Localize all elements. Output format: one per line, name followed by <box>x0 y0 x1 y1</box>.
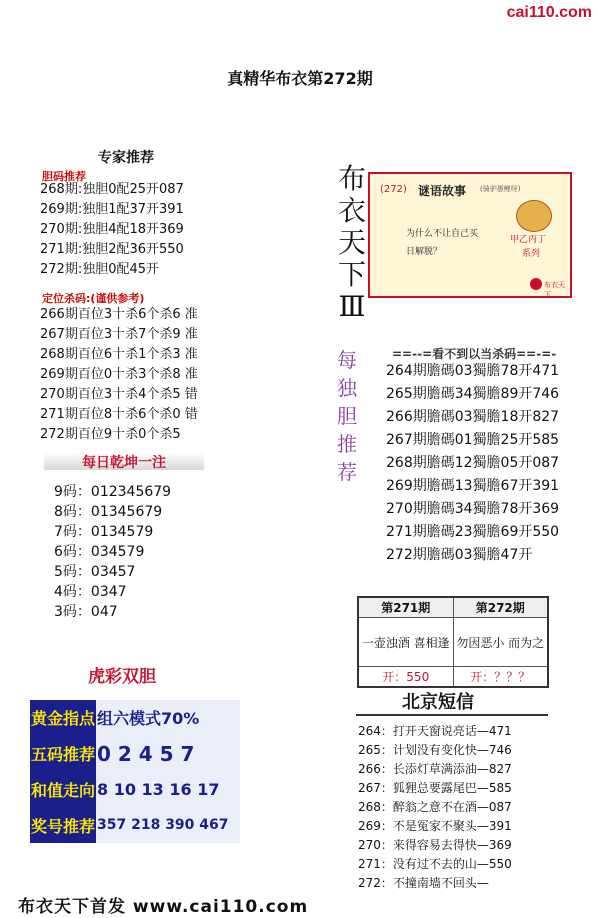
table-row <box>358 667 548 688</box>
list-item: 269期:独胆1配37开391 <box>40 202 184 217</box>
position-list <box>40 305 198 445</box>
list-item: 272期:独胆0配45开 <box>40 262 160 277</box>
glyph: 下 <box>337 258 366 291</box>
glyph: 天 <box>337 226 366 259</box>
list-item: 7码：0134579 <box>54 524 154 540</box>
huacai-table <box>30 700 240 843</box>
list-item: 264期膽碼03獨膽78开471 <box>386 363 560 379</box>
table-row <box>358 618 548 667</box>
meidu-list <box>386 360 559 567</box>
list-item: 271期膽碼23獨膽69开550 <box>386 524 560 540</box>
poster-subnote: (骑驴愚鲤呀) <box>480 185 521 193</box>
list-item: 266期百位3十杀6个杀6 准 <box>40 307 198 322</box>
list-item: 270期百位3十杀4个杀5 错 <box>40 387 198 402</box>
list-item: 268：醉翁之意不在酒—087 <box>358 800 512 814</box>
table-row <box>30 808 240 843</box>
list-item: 6码：034579 <box>54 544 145 560</box>
table-cell: 0 2 4 5 7 <box>96 735 240 772</box>
table-row <box>30 772 240 807</box>
table-header-cell: 第271期 <box>358 597 453 618</box>
table-header-cell: 第272期 <box>453 597 548 618</box>
table-row <box>30 700 240 735</box>
poster-heading: 谜语故事 <box>418 184 467 198</box>
list-item: 264：打开天窗说亮话—471 <box>358 724 512 738</box>
list-item: 265：计划没有变化快—746 <box>358 743 512 757</box>
list-item: 272：不撞南墙不回头— <box>358 876 489 890</box>
table-cell: 357 218 390 467 <box>96 808 240 843</box>
dudan-label: 胆码推荐 <box>42 170 86 183</box>
glyph: Ⅲ <box>338 290 366 323</box>
beijing-heading: 北京短信 <box>402 692 474 713</box>
glyph: 荐 <box>337 460 357 484</box>
table-cell: 和值走向 <box>30 772 96 807</box>
footer-text: 布衣天下首发 www.cai110.com <box>18 897 309 917</box>
list-item: 267期百位3十杀7个杀9 准 <box>40 327 198 342</box>
list-item: 4码：0347 <box>54 584 127 600</box>
table-cell: 开：550 <box>358 667 453 688</box>
glyph: 衣 <box>337 194 366 227</box>
list-item: 267：狐狸总要露尾巴—585 <box>358 781 512 795</box>
divider <box>356 714 548 716</box>
huacai-heading: 虎彩双胆 <box>88 667 156 687</box>
beijing-list <box>358 722 512 893</box>
daily-list <box>54 482 171 622</box>
list-item: 269期百位0十杀3个杀8 准 <box>40 367 198 382</box>
list-item: 266：长添灯草满添油—827 <box>358 762 512 776</box>
list-item: 270：来得容易去得快—369 <box>358 838 512 852</box>
seal-icon <box>530 278 542 290</box>
buyi-vertical-title <box>335 163 369 323</box>
list-item: 271：没有过不去的山—550 <box>358 857 512 871</box>
daily-heading: 每日乾坤一注 <box>82 455 166 471</box>
riddle-table <box>357 596 549 688</box>
table-cell: 8 10 13 16 17 <box>96 772 240 807</box>
list-item: 268期:独胆0配25开087 <box>40 182 184 197</box>
table-cell: 奖号推荐 <box>30 808 96 843</box>
list-item: 5码：03457 <box>54 564 136 580</box>
list-item: 268期百位6十杀1个杀3 准 <box>40 347 198 362</box>
poster-series-a: 甲乙丙丁 <box>510 235 547 245</box>
list-item: 3码：047 <box>54 604 118 620</box>
list-item: 267期膽碼01獨膽25开585 <box>386 432 560 448</box>
table-cell: 五码推荐 <box>30 735 96 772</box>
list-item: 271期百位8十杀6个杀0 错 <box>40 407 198 422</box>
glyph: 布 <box>337 162 366 195</box>
table-cell: 一壶浊酒 喜相逢 <box>358 618 453 667</box>
list-item: 270期膽碼34獨膽78开369 <box>386 501 560 517</box>
dudan-list <box>40 180 184 280</box>
meidu-vertical-title <box>334 346 360 486</box>
site-logo[interactable]: cai110.com <box>506 4 592 21</box>
poster-issue: (272) <box>380 184 407 195</box>
poster-seal: 布衣天下 <box>544 281 565 299</box>
table-row <box>30 735 240 772</box>
list-item: 270期:独胆4配18开369 <box>40 222 184 237</box>
list-item: 265期膽碼34獨膽89开746 <box>386 386 560 402</box>
table-cell: 勿因恶小 而为之 <box>453 618 548 667</box>
daily-heading-bar <box>44 452 204 470</box>
list-item: 8码：01345679 <box>54 504 163 520</box>
poster-question-1: 为什么不让自己买 <box>406 229 479 239</box>
list-item: 269：不是冤家不聚头—391 <box>358 819 512 833</box>
expert-heading: 专家推荐 <box>98 150 154 166</box>
list-item: 9码：012345679 <box>54 484 172 500</box>
poster-question-2: 日解脱？ <box>406 247 443 257</box>
list-item: 269期膽碼13獨膽67开391 <box>386 478 560 494</box>
position-label: 定位杀码:(谨供参考) <box>42 292 145 305</box>
table-cell: 黄金指点 <box>30 700 96 735</box>
riddle-poster <box>368 172 572 298</box>
glyph: 独 <box>337 376 357 400</box>
glyph: 胆 <box>337 404 357 428</box>
glyph: 推 <box>337 432 357 456</box>
meidu-heading: ==--=看不到以当杀码==-=- <box>392 347 557 361</box>
list-item: 268期膽碼12獨膽05开087 <box>386 455 560 471</box>
poster-series-b: 系列 <box>522 249 541 259</box>
table-cell: 开：？？？ <box>453 667 548 688</box>
table-row <box>358 597 548 618</box>
table-cell: 组六模式70% <box>96 700 240 735</box>
list-item: 272期百位9十杀0个杀5 <box>40 427 181 442</box>
list-item: 271期:独胆2配36开550 <box>40 242 184 257</box>
fortune-god-icon <box>516 200 552 232</box>
glyph: 每 <box>337 348 357 372</box>
list-item: 272期膽碼03獨膽47开 <box>386 547 533 563</box>
list-item: 266期膽碼03獨膽18开827 <box>386 409 560 425</box>
page-title: 真精华布衣第272期 <box>227 69 373 88</box>
